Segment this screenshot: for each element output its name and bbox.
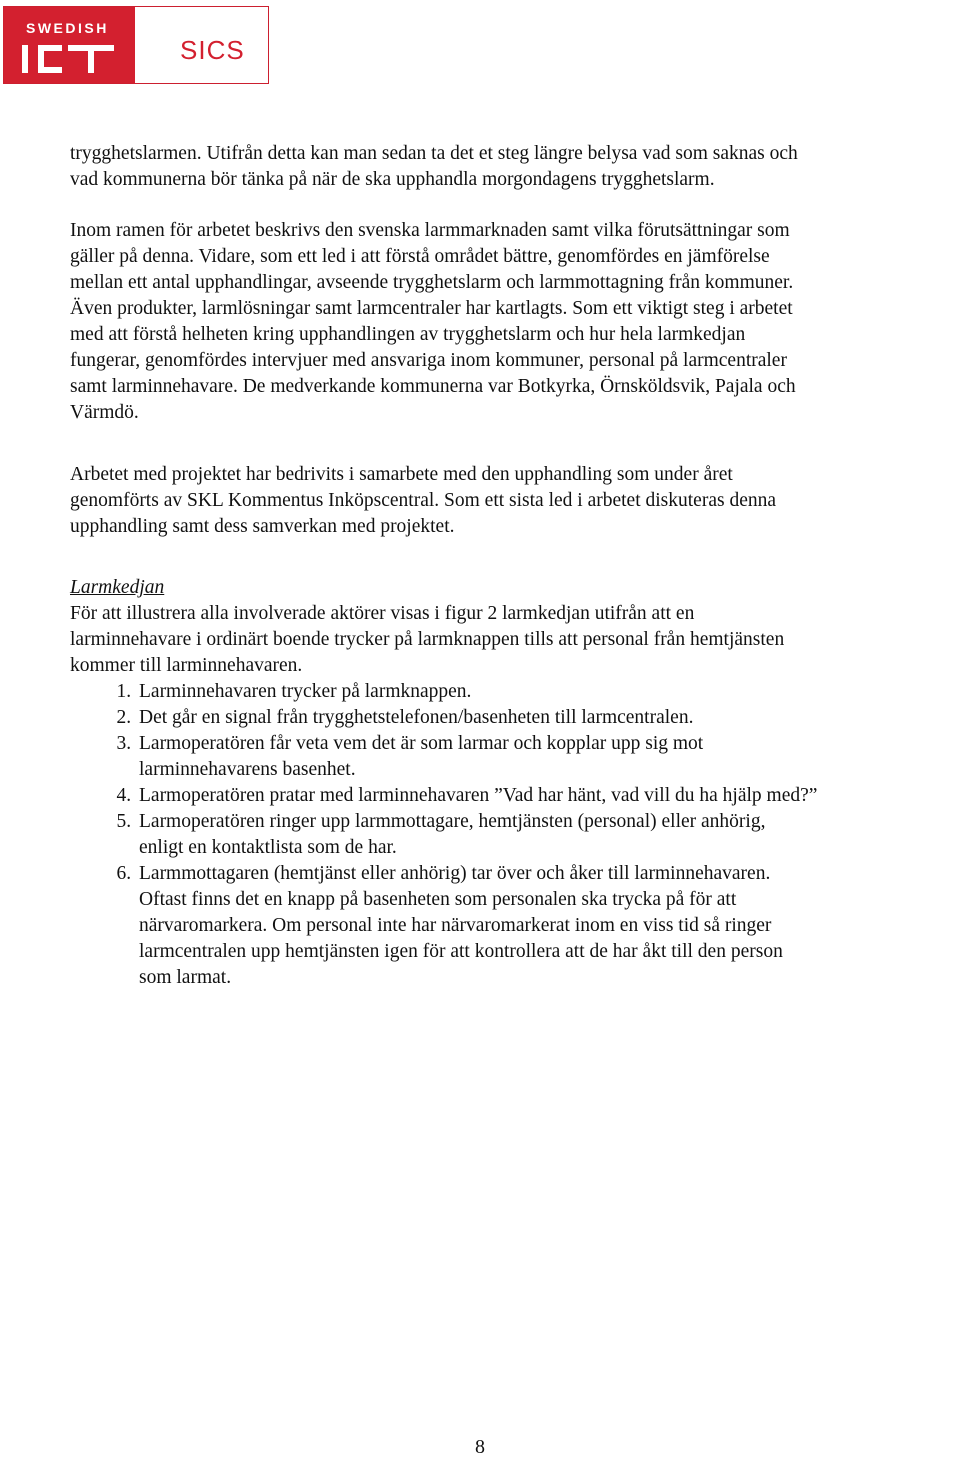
alarm-chain-steps-list	[70, 679, 956, 991]
text-line: Arbetet med projektet har bedrivits i samarbete med den upphandling som under året	[70, 464, 733, 485]
swedish-ict-sics-logo	[3, 6, 269, 84]
text-line: fungerar, genomfördes intervjuer med ansvariga inom kommuner, personal på larmcentraler	[70, 350, 787, 371]
list-item-line: larmcentralen upp hemtjänsten igen för att kontrollera att de har åkt till den person	[139, 941, 783, 962]
list-item-line: närvaromarkera. Om personal inte har närvaromarkerat inom en viss tid så ringer	[139, 915, 772, 936]
list-item-line: 6. Larmmottagaren (hemtjänst eller anhörig) tar över och åker till larminnehavaren.	[139, 863, 771, 884]
text-line: mellan ett antal upphandlingar, avseende trygghetslarm och larmmottagning från kommuner.	[70, 272, 794, 293]
intro-paragraph	[70, 141, 960, 193]
list-item-line: 3. Larmoperatören får veta vem det är som larmar och kopplar upp sig mot	[139, 733, 704, 754]
list-item	[136, 731, 956, 783]
text-line: upphandling samt dess samverkan med projektet.	[70, 516, 455, 537]
list-item	[136, 705, 956, 731]
text-line: larminnehavare i ordinärt boende trycker på larmknappen tills att personal från hemtjänsten	[70, 629, 785, 650]
ict-logo-mark	[22, 43, 122, 75]
list-item-line: som larmat.	[139, 967, 232, 988]
swedish-ict-logo-block	[4, 7, 135, 83]
list-item	[136, 809, 956, 861]
text-line: Även produkter, larmlösningar samt larmcentraler har kartlagts. Som ett viktigt steg i arbetet	[70, 298, 793, 319]
logo-swedish-text: SWEDISH	[26, 20, 109, 36]
list-item-line: enligt en kontaktlista som de har.	[139, 837, 397, 858]
body-paragraph-collaboration	[70, 462, 960, 540]
text-line: gäller på denna. Vidare, som ett led i att förstå området bättre, genomfördes en jämförelse	[70, 246, 770, 267]
text-line: vad kommunerna bör tänka på när de ska upphandla morgondagens trygghetslarm.	[70, 169, 715, 190]
list-item	[136, 861, 956, 991]
text-line: trygghetslarmen. Utifrån detta kan man sedan ta det et steg längre belysa vad som saknas och	[70, 143, 798, 164]
text-line: med att förstå helheten kring upphandlingen av trygghetslarm och hur hela larmkedjan	[70, 324, 746, 345]
list-item-line: larminnehavarens basenhet.	[139, 759, 356, 780]
text-line: Värmdö.	[70, 402, 139, 423]
text-line: För att illustrera alla involverade aktörer visas i figur 2 larmkedjan utifrån att en	[70, 603, 695, 624]
list-item-line: 5. Larmoperatören ringer upp larmmottagare, hemtjänsten (personal) eller anhörig,	[139, 811, 766, 832]
text-line: genomförts av SKL Kommentus Inköpscentral. Som ett sista led i arbetet diskuteras denna	[70, 490, 776, 511]
list-item	[136, 783, 956, 809]
text-line: samt larminnehavare. De medverkande kommunerna var Botkyrka, Örnsköldsvik, Pajala och	[70, 376, 796, 397]
list-item-line: Oftast finns det en knapp på basenheten som personalen ska trycka på för att	[139, 889, 737, 910]
list-item-line: 2. Det går en signal från trygghetstelefonen/basenheten till larmcentralen.	[139, 707, 694, 728]
body-paragraph-method	[70, 218, 960, 426]
section-heading: Larmkedjan	[70, 577, 165, 598]
text-line: kommer till larminnehavaren.	[70, 655, 303, 676]
logo-sics-text: SICS	[180, 35, 245, 65]
list-item-line: 1. Larminnehavaren trycker på larmknappen.	[139, 681, 472, 702]
section-larmkedjan	[70, 575, 960, 679]
text-line: Inom ramen för arbetet beskrivs den svenska larmmarknaden samt vilka förutsättningar som	[70, 220, 790, 241]
page-number: 8	[475, 1436, 485, 1458]
list-item-line: 4. Larmoperatören pratar med larminnehavaren ”Vad har hänt, vad vill du ha hjälp med?”	[139, 785, 818, 806]
list-item	[136, 679, 956, 705]
